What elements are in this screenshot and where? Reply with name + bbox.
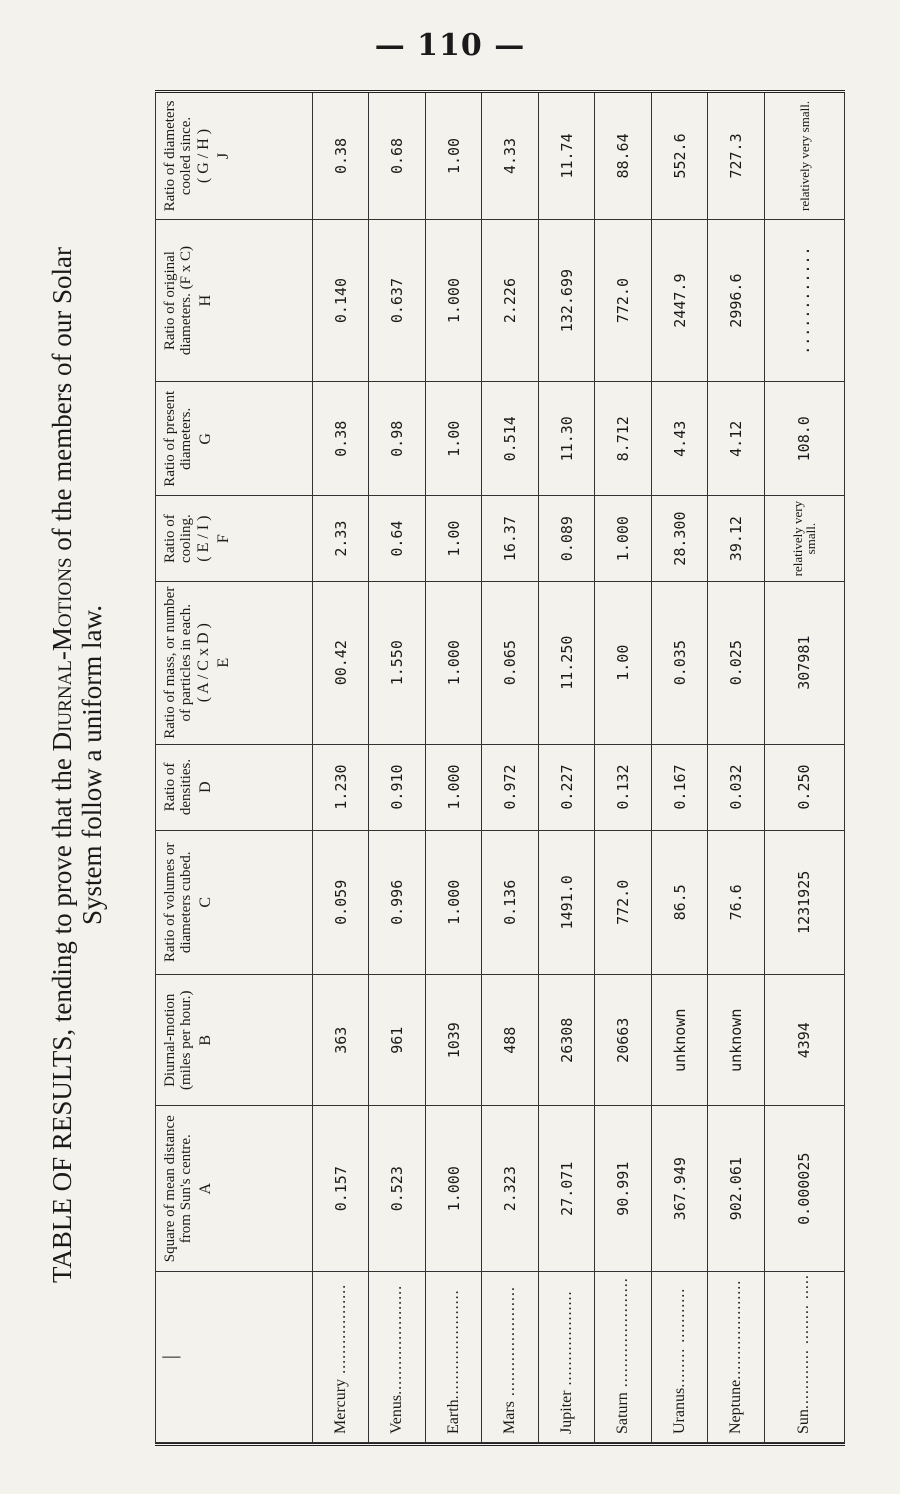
table-row [708,93,764,1443]
cell: 1.550 [369,581,425,744]
header-col-e [156,581,313,744]
cell: 11.74 [538,93,594,219]
cell: unknown [651,975,707,1106]
cell: relatively very small. [764,93,844,219]
cell: 16.37 [482,496,538,582]
leader-dots: .................. [331,1283,349,1379]
cell: 00.42 [313,581,369,744]
title-smallcaps: Diurnal-Motions [47,557,77,752]
leader-dots: ...................... [614,1277,632,1393]
row-name [764,1272,844,1443]
cell: 0.996 [369,830,425,975]
col-e-formula: ( A / C x D ) [195,623,212,703]
cell: 8.712 [595,382,651,496]
row-name [425,1272,481,1443]
cell: 0.910 [369,744,425,830]
header-col-f [156,496,313,582]
planet-name: Neptune [727,1379,745,1434]
row-name [313,1272,369,1443]
cell: 2996.6 [708,219,764,381]
planet-name: Jupiter [557,1390,575,1434]
cell: 0.637 [369,219,425,381]
cell: unknown [708,975,764,1106]
cell: 108.0 [764,382,844,496]
cell: 132.699 [538,219,594,381]
cell: 552.6 [651,93,707,219]
cell: 0.035 [651,581,707,744]
col-a-letter: A [197,1182,214,1195]
title-part-b: of the members of our Solar [47,247,77,558]
col-e-label: Ratio of mass, or number of particles in each. [162,586,194,739]
cell: 0.059 [313,830,369,975]
title-line-2: System follow a uniform law. [77,605,107,925]
col-h-letter: H [197,294,214,307]
cell: 0.250 [764,744,844,830]
col-j-formula: ( G / H ) [195,128,212,184]
leader-dots: ........ ........... [670,1287,688,1388]
header-col-j [156,93,313,219]
cell: 4394 [764,975,844,1106]
cell: 2447.9 [651,219,707,381]
leader-dots: ................... [557,1290,575,1391]
planet-name: Mars [501,1401,519,1434]
cell: 363 [313,975,369,1106]
cell: 0.167 [651,744,707,830]
cell: 772.0 [595,219,651,381]
cell: 902.061 [708,1106,764,1272]
table-row [538,93,594,1443]
cell: 4.43 [651,382,707,496]
leader-dots: ...................... [388,1284,406,1395]
cell: 1231925 [764,830,844,975]
cell: 0.38 [313,382,369,496]
cell: 0.64 [369,496,425,582]
cell: 4.33 [482,93,538,219]
cell: 0.157 [313,1106,369,1272]
cell: 2.323 [482,1106,538,1272]
cell: 0.065 [482,581,538,744]
table-row [764,93,844,1443]
cell: 1039 [425,975,481,1106]
table-row [651,93,707,1443]
cell: 0.68 [369,93,425,219]
cell: 0.140 [313,219,369,381]
cell: 0.98 [369,382,425,496]
cell: 1.230 [313,744,369,830]
results-table [155,93,845,1443]
row-name [482,1272,538,1443]
table-title [47,90,107,1440]
table-row [482,93,538,1443]
cell: 1.000 [425,219,481,381]
cell: 1.00 [425,93,481,219]
header-row [156,93,313,1443]
cell: 1.000 [425,1106,481,1272]
planet-name: Sun [795,1409,813,1434]
cell: 0.132 [595,744,651,830]
cell: 961 [369,975,425,1106]
cell: 11.30 [538,382,594,496]
cell: 1.00 [595,581,651,744]
leader-dots: .................... [727,1279,745,1380]
header-col-c [156,830,313,975]
cell: 488 [482,975,538,1106]
col-f-formula: ( E / I ) [195,515,212,562]
col-j-letter: J [215,152,232,160]
cell: 20663 [595,975,651,1106]
title-line-1 [47,90,77,1440]
cell: 0.000025 [764,1106,844,1272]
cell: 307981 [764,581,844,744]
cell: 11.250 [538,581,594,744]
cell: 0.514 [482,382,538,496]
cell: 0.032 [708,744,764,830]
cell: 1.000 [425,830,481,975]
header-mark: | [159,1355,181,1360]
cell: 4.12 [708,382,764,496]
cell: 0.025 [708,581,764,744]
cell: ............ [764,219,844,381]
planet-name: Mercury [331,1378,349,1434]
col-d-label: Ratio of densities. [162,758,194,816]
cell: 27.071 [538,1106,594,1272]
table-row [595,93,651,1443]
table-row [313,93,369,1443]
col-g-letter: G [197,433,214,445]
cell: 0.227 [538,744,594,830]
col-g-label: Ratio of present diameters. [162,390,194,487]
cell: 88.64 [595,93,651,219]
cell: 727.3 [708,93,764,219]
header-col-h [156,219,313,381]
cell: relatively very small. [764,496,844,582]
table-body [313,93,845,1443]
cell: 1.000 [425,581,481,744]
row-name [595,1272,651,1443]
cell: 39.12 [708,496,764,582]
col-j-label: Ratio of diameters cooled since. [162,100,194,212]
page-number: — 110 — [374,28,526,63]
planet-name: Uranus [670,1387,688,1434]
col-c-letter: C [197,897,214,908]
cell: 367.949 [651,1106,707,1272]
cell: 0.089 [538,496,594,582]
header-col-a [156,1106,313,1272]
col-h-label: Ratio of original diameters. (F x C) [162,246,194,356]
cell: 0.523 [369,1106,425,1272]
leader-dots: ............ ........ ..... [795,1274,813,1410]
cell: 1.00 [425,382,481,496]
rotated-page-content [47,90,845,1470]
col-c-label: Ratio of volumes or diameters cubed. [162,842,194,963]
table-row [369,93,425,1443]
header-col-d [156,744,313,830]
cell: 0.38 [313,93,369,219]
cell: 0.136 [482,830,538,975]
cell: 2.226 [482,219,538,381]
header-col-g [156,382,313,496]
col-e-letter: E [215,657,232,668]
leader-dots: ...................... [444,1289,462,1400]
col-b-letter: B [197,1034,214,1046]
cell: 28.300 [651,496,707,582]
header-blank [156,1272,313,1443]
row-name [651,1272,707,1443]
header-col-b [156,975,313,1106]
cell: 772.0 [595,830,651,975]
table-row [425,93,481,1443]
col-b-label: Diurnal-motion (miles per hour.) [162,990,194,1091]
cell: 0.972 [482,744,538,830]
col-d-letter: D [197,781,214,793]
title-part-a: TABLE OF RESULTS, tending to prove that the [47,751,77,1283]
leader-dots: ...................... [501,1286,519,1402]
cell: 1491.0 [538,830,594,975]
cell: 86.5 [651,830,707,975]
cell: 1.000 [425,744,481,830]
cell: 2.33 [313,496,369,582]
cell: 1.000 [595,496,651,582]
cell: 1.00 [425,496,481,582]
col-a-label: Square of mean distance from Sun's centre. [162,1115,194,1263]
col-f-label: Ratio of cooling. [162,514,194,563]
planet-name: Venus [388,1394,406,1434]
col-f-letter: F [215,534,232,544]
cell: 90.991 [595,1106,651,1272]
cell: 26308 [538,975,594,1106]
row-name [369,1272,425,1443]
results-table-frame [155,90,845,1446]
planet-name: Earth [444,1399,462,1434]
planet-name: Saturn [614,1392,632,1434]
row-name [538,1272,594,1443]
cell: 76.6 [708,830,764,975]
row-name [708,1272,764,1443]
